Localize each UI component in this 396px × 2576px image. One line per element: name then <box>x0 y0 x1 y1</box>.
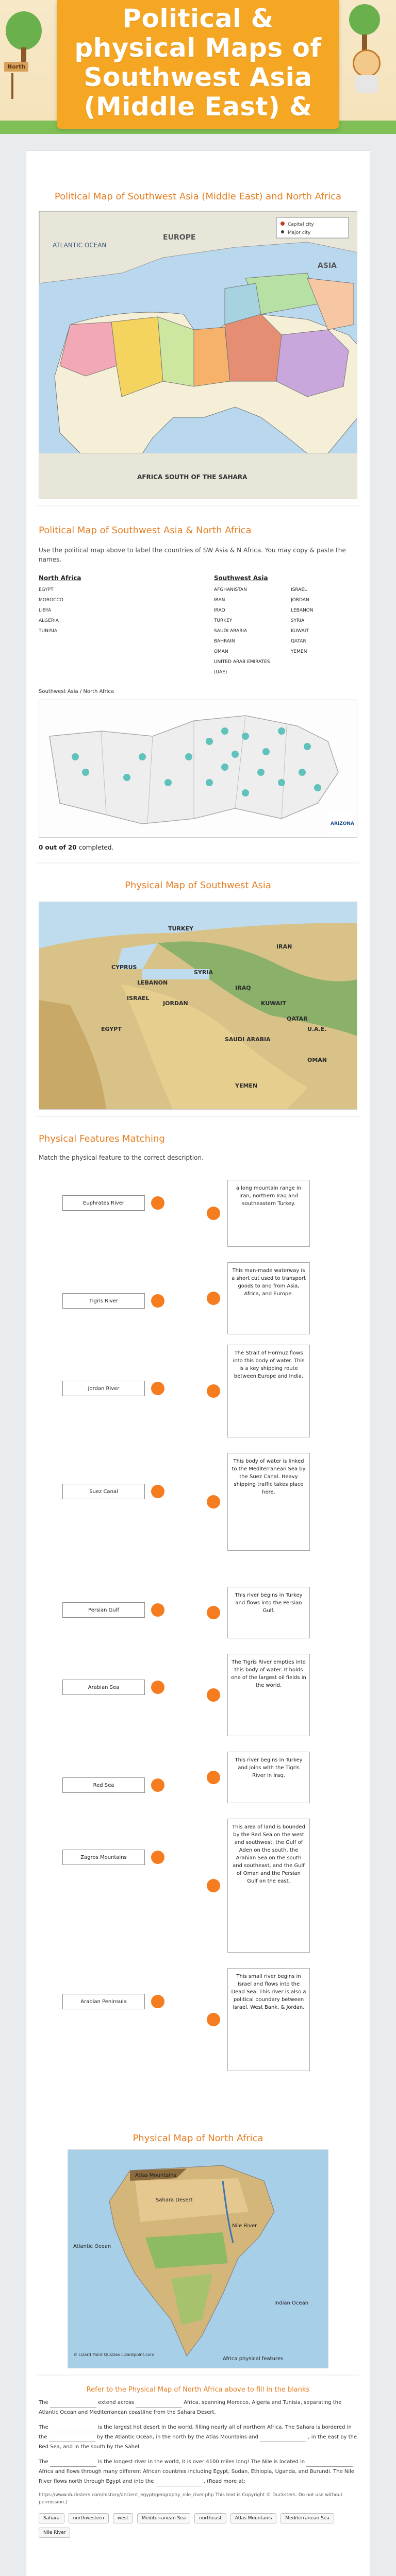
country-item[interactable]: QATAR <box>290 639 306 644</box>
match-connector-left[interactable] <box>151 1294 164 1308</box>
matching-instructions: Match the physical feature to the correct description. <box>39 1154 204 1161</box>
map-label: CYPRUS <box>111 964 137 971</box>
word-bank-chip[interactable]: Nile River <box>39 2528 70 2538</box>
match-description: a long mountain range in Iran, northern Iraq and southeastern Turkey. <box>227 1180 310 1247</box>
blank-input[interactable] <box>260 2436 306 2442</box>
country-item[interactable]: TUNISIA <box>39 629 57 634</box>
map-label-ocean: ATLANTIC OCEAN <box>53 242 107 249</box>
match-connector-left[interactable] <box>151 1778 164 1792</box>
map-label: KUWAIT <box>261 1000 287 1007</box>
country-lists <box>26 570 370 682</box>
map-label: SYRIA <box>194 969 213 976</box>
country-item[interactable]: JORDAN <box>290 598 309 603</box>
label-instructions: Use the political map above to label the countries of SW Asia & N Africa. You may copy & paste the names. <box>39 547 346 563</box>
section-title-label-countries: Political Map of Southwest Asia & North Africa <box>39 525 252 536</box>
blank-input[interactable] <box>50 2461 96 2467</box>
country-item[interactable]: OMAN <box>213 649 228 654</box>
tree-decoration-right <box>346 4 383 53</box>
match-term[interactable]: Euphrates River <box>62 1195 145 1211</box>
match-term[interactable]: Red Sea <box>62 1777 145 1793</box>
map-quiz-label: Southwest Asia / North Africa <box>39 689 114 694</box>
blank-input[interactable] <box>306 2461 353 2467</box>
signpost-decoration <box>4 62 28 99</box>
physical-map-sw-asia <box>39 902 357 1110</box>
map-label: LEBANON <box>137 979 168 986</box>
divider <box>37 505 359 506</box>
page-title: Political & physical Maps of Southwest Asia (Middle East) & <box>74 4 322 122</box>
physical-map-svg <box>39 902 357 1110</box>
word-bank-chip[interactable]: Mediterranean Sea <box>137 2513 190 2523</box>
map-label: IRAN <box>276 943 292 950</box>
match-connector-left[interactable] <box>151 1196 164 1210</box>
word-bank-chip[interactable]: west <box>113 2513 133 2523</box>
map-label: Africa physical features <box>223 2356 284 2362</box>
match-connector-right[interactable] <box>207 2013 220 2026</box>
map-label: OMAN <box>307 1057 327 1063</box>
blank-input[interactable] <box>50 2401 96 2408</box>
divider <box>37 1116 359 1117</box>
blank-input[interactable] <box>136 2401 182 2408</box>
country-item[interactable]: IRAQ <box>213 608 225 613</box>
political-map-svg <box>39 211 357 499</box>
fill-paragraph-2: The is the largest hot desert in the world, filling nearly all of northern Africa. The Sahara is bordered in the by the Atlantic Ocean, in the north by the Atlas Mountains and , in the east by the Red Sea, and in the south by the Sahel. <box>39 2425 357 2450</box>
map-label: QATAR <box>287 1015 308 1022</box>
map-label: SAUDI ARABIA <box>225 1036 271 1043</box>
sign-north-label: North <box>4 62 28 72</box>
section-title-physical-sw-asia: Physical Map of Southwest Asia <box>125 880 271 891</box>
country-item[interactable]: SYRIA <box>290 618 305 623</box>
source-url: https://www.ducksters.com/history/ancient_egypt/geography_nile_river.php This text is Copyright © Ducksters. Do not use without permission.) <box>39 2493 343 2505</box>
divider <box>37 862 359 863</box>
match-connector-left[interactable] <box>151 1485 164 1498</box>
match-connector-right[interactable] <box>207 1207 220 1220</box>
map-label: EGYPT <box>101 1026 122 1032</box>
country-item[interactable]: EGYPT <box>39 587 54 592</box>
map-label: TURKEY <box>168 925 193 932</box>
match-description: This small river begins in Israel and flows into the Dead Sea. This river is also a political boundary between Israel, West Bank, & Jordan. <box>227 1968 310 2071</box>
north-africa-heading: North Africa <box>39 574 81 582</box>
country-item[interactable]: KUWAIT <box>290 629 309 634</box>
label-map-quiz[interactable] <box>39 700 357 838</box>
match-connector-left[interactable] <box>151 1995 164 2008</box>
country-item[interactable]: LIBYA <box>39 608 52 613</box>
match-term[interactable]: Tigris River <box>62 1293 145 1309</box>
match-term[interactable]: Arabian Sea <box>62 1680 145 1695</box>
map-label: Sahara Desert <box>156 2197 193 2203</box>
country-item[interactable]: BAHRAIN <box>213 639 235 644</box>
map-label: YEMEN <box>235 1082 258 1089</box>
match-description: This area of land is bounded by the Red Sea on the west and southwest, the Gulf of Aden on the south, the Arabian Sea on the south and southeast, and the Gulf of Oman and the Persian Gulf on the east. <box>227 1819 310 1953</box>
tree-decoration <box>3 11 44 68</box>
word-bank-chip[interactable]: Mediterranean Sea <box>280 2513 334 2523</box>
divider <box>37 2375 359 2376</box>
africa-map-svg <box>68 2150 328 2368</box>
mascot-illustration <box>349 49 385 96</box>
word-bank-chip[interactable]: northwestern <box>69 2513 109 2523</box>
match-connector-left[interactable] <box>151 1851 164 1864</box>
match-connector-left[interactable] <box>151 1681 164 1694</box>
country-item[interactable]: SAUDI ARABIA <box>213 629 248 634</box>
southwest-asia-heading: Southwest Asia <box>213 574 268 582</box>
legend-major: Major city <box>288 230 311 235</box>
hero-header <box>0 0 396 134</box>
match-connector-right[interactable] <box>207 1384 220 1398</box>
match-connector-right[interactable] <box>207 1879 220 1892</box>
content-card <box>26 150 370 2576</box>
matching-area <box>26 1164 370 2117</box>
match-connector-left[interactable] <box>151 1603 164 1617</box>
fill-paragraph-1: The extend across Africa, spanning Morocco, Algeria and Tunisia, separating the Atlantic Ocean and Mediterranean coastline from the Sahara Desert. <box>39 2400 342 2415</box>
map-label-asia: ASIA <box>318 262 337 270</box>
southwest-asia-items <box>214 585 357 677</box>
map-label-europe: EUROPE <box>163 233 196 242</box>
fill-paragraph-3: The is the longest river in the world, it is over 4100 miles long! The Nile is located in Africa and flows through many different African countries including Egypt, Sudan, Ethiopia, Uganda, and Burundi. The Nile River flows north through Egypt and into the . (Read more at: <box>26 2457 370 2486</box>
country-item[interactable]: MOROCCO <box>39 598 63 603</box>
blank-input[interactable] <box>156 2480 202 2486</box>
word-bank <box>26 2508 370 2543</box>
country-item[interactable]: IRAN <box>213 598 225 603</box>
map-label: Nile River <box>232 2223 257 2229</box>
map-label: Atlantic Ocean <box>73 2244 111 2249</box>
blank-input[interactable] <box>49 2436 95 2442</box>
match-connector-right[interactable] <box>207 1688 220 1702</box>
match-term[interactable]: Persian Gulf <box>62 1602 145 1618</box>
label-map-svg <box>39 700 357 838</box>
map-label: JORDAN <box>163 1000 188 1007</box>
country-item[interactable]: UNITED ARAB EMIRATES (UAE) <box>213 659 270 675</box>
match-term[interactable]: Zagros Mountains <box>62 1850 145 1865</box>
map-caption: AFRICA SOUTH OF THE SAHARA <box>137 473 248 481</box>
map-label: ISRAEL <box>127 995 150 1002</box>
country-item[interactable]: YEMEN <box>290 649 307 654</box>
legend-capital: Capital city <box>288 222 314 227</box>
map-label: U.A.E. <box>307 1026 327 1032</box>
completion-status: 0 out of 20 completed. <box>39 844 114 851</box>
match-term[interactable]: Jordan River <box>62 1381 145 1396</box>
word-bank-chip[interactable]: Atlas Mountains <box>230 2513 277 2523</box>
section-title-matching: Physical Features Matching <box>39 1133 165 1144</box>
country-item[interactable]: LEBANON <box>290 608 314 613</box>
match-connector-right[interactable] <box>207 1495 220 1509</box>
map-credit: © Lizard Point Quizzes Lizardpoint.com <box>73 2352 155 2357</box>
match-description: The Tigris River empties into this body of water. It holds one of the largest oil fields in the world. <box>227 1654 310 1736</box>
match-connector-left[interactable] <box>151 1382 164 1395</box>
section-title-physical-n-africa: Physical Map of North Africa <box>133 2133 263 2144</box>
match-term[interactable]: Arabian Peninsula <box>62 1994 145 2009</box>
word-bank-chip[interactable]: Sahara <box>39 2513 64 2523</box>
physical-map-n-africa <box>68 2149 328 2368</box>
map-label: Indian Ocean <box>274 2300 309 2306</box>
political-map-image <box>39 211 357 499</box>
match-description: This man-made waterway is a short cut used to transport goods to and from Asia, Africa, and Europe. <box>227 1262 310 1334</box>
country-item[interactable]: ALGERIA <box>39 618 59 623</box>
north-africa-list <box>39 574 182 677</box>
southwest-asia-list <box>214 574 357 677</box>
match-connector-right[interactable] <box>207 1771 220 1784</box>
title-banner <box>57 0 339 129</box>
section-title-fill-blanks: Refer to the Physical Map of North Africa above to fill in the blanks <box>86 2386 310 2394</box>
section-title-political-map: Political Map of Southwest Asia (Middle East) and North Africa <box>54 191 342 202</box>
match-description: This body of water is linked to the Mediterranean Sea by the Suez Canal. Heavy shipping traffic takes place here. <box>227 1453 310 1551</box>
word-bank-chip[interactable]: northeast <box>194 2513 226 2523</box>
map-label: Atlas Mountains <box>135 2173 176 2178</box>
match-description: The Strait of Hormuz flows into this body of water. This is a key shipping route between Europe and India. <box>227 1345 310 1437</box>
country-item[interactable]: TURKEY <box>213 618 233 623</box>
match-connector-right[interactable] <box>207 1292 220 1305</box>
country-item[interactable]: AFGHANISTAN <box>213 587 247 592</box>
svg-text:ARIZONA: ARIZONA <box>331 821 354 826</box>
match-term[interactable]: Suez Canal <box>62 1484 145 1499</box>
blank-input[interactable] <box>50 2426 96 2432</box>
match-description: This river begins in Turkey and joins with the Tigris River in Iraq. <box>227 1752 310 1803</box>
match-connector-right[interactable] <box>207 1606 220 1619</box>
match-description: This river begins in Turkey and flows into the Persian Gulf. <box>227 1587 310 1638</box>
north-africa-items <box>39 585 182 636</box>
map-label: IRAQ <box>235 985 251 991</box>
country-item[interactable]: ISRAEL <box>290 587 307 592</box>
